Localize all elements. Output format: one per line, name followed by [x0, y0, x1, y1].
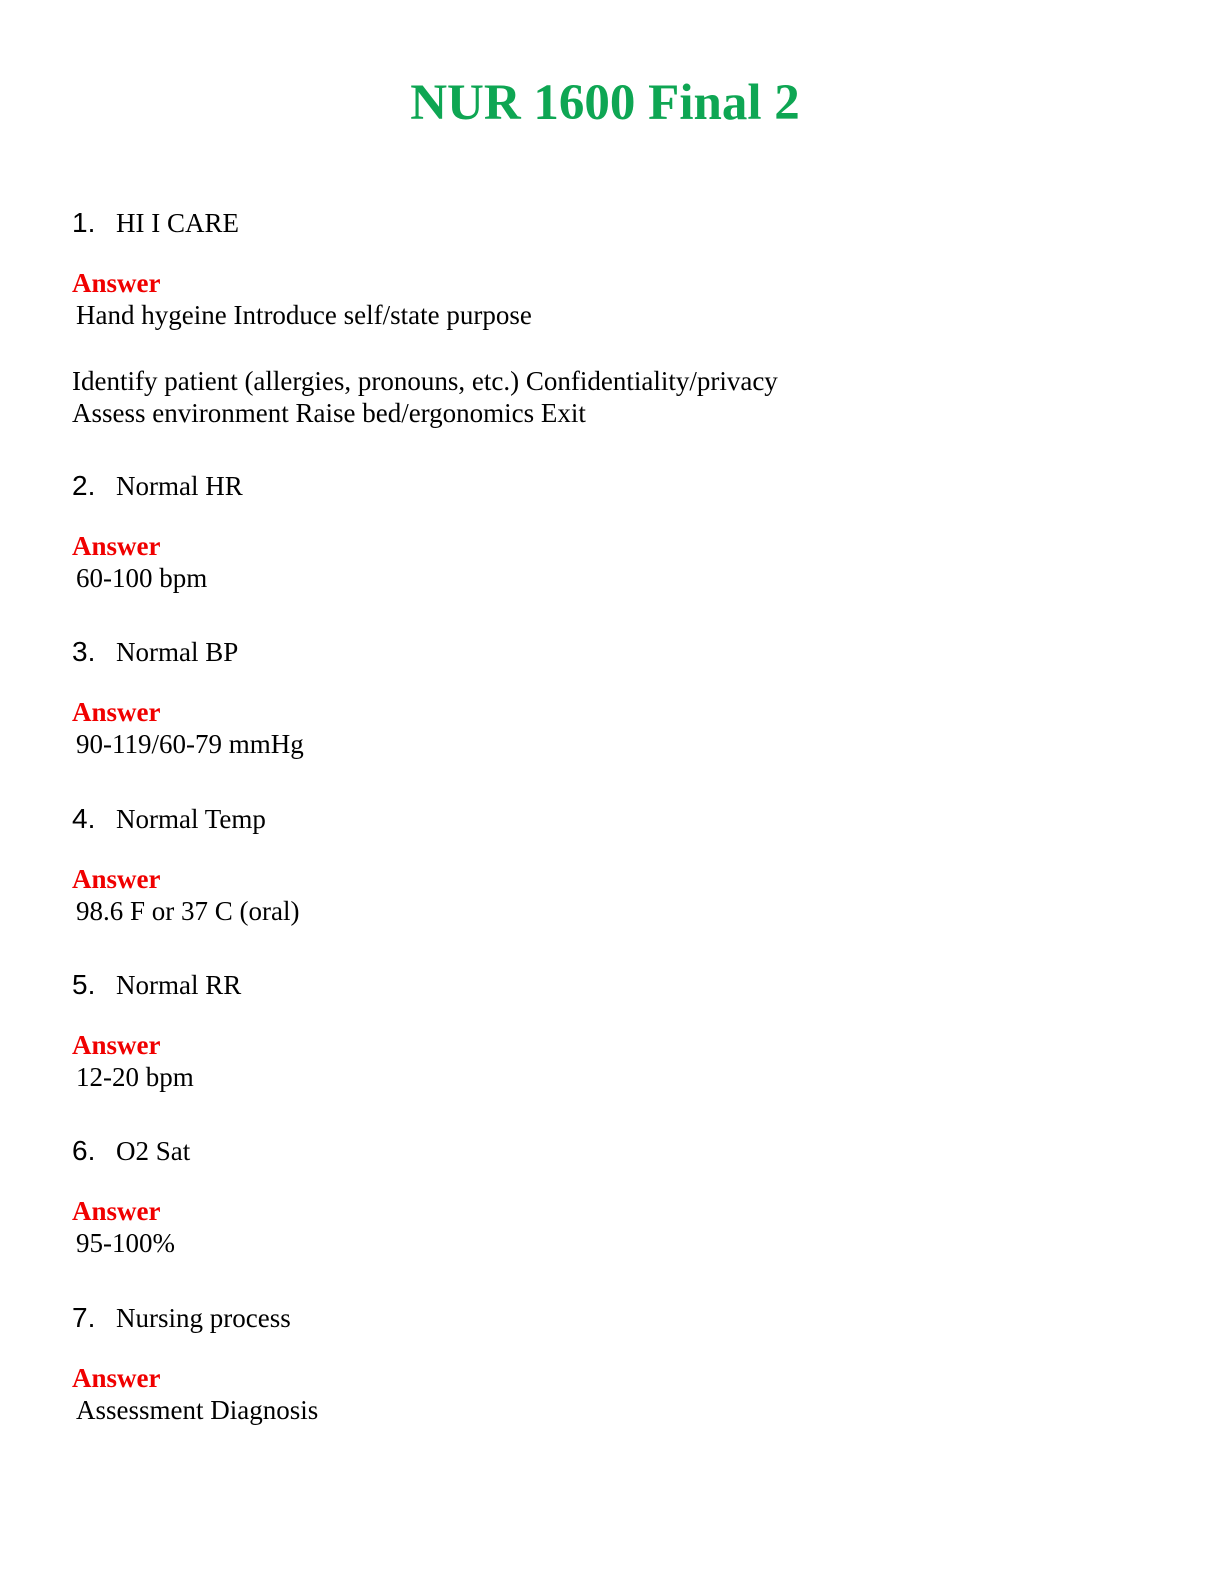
answer-label: Answer	[72, 531, 161, 561]
question-text: Normal BP	[116, 637, 239, 667]
question	[72, 466, 1152, 506]
question-number: 1.	[72, 207, 96, 238]
question	[72, 799, 1152, 839]
answer-label: Answer	[72, 1196, 161, 1226]
question-text: Nursing process	[116, 1303, 291, 1333]
answer-label: Answer	[72, 697, 161, 727]
document-title: NUR 1600 Final 2	[410, 75, 800, 131]
question-number: 2.	[72, 470, 96, 501]
question-number: 5.	[72, 969, 96, 1000]
question	[72, 1131, 1152, 1171]
question	[72, 1298, 1152, 1338]
question	[72, 203, 1152, 243]
qa-item-7	[72, 1298, 1152, 1426]
question-text: HI I CARE	[116, 208, 239, 238]
answer-label: Answer	[72, 864, 161, 894]
answer-label: Answer	[72, 1363, 161, 1393]
answer-text: 90-119/60-79 mmHg	[76, 729, 304, 759]
answer-text: 95-100%	[76, 1228, 175, 1258]
question-text: Normal RR	[116, 970, 242, 1000]
question-number: 7.	[72, 1302, 96, 1333]
answer-text: 98.6 F or 37 C (oral)	[76, 896, 300, 926]
answer-text: Hand hygeine Introduce self/state purpose	[76, 300, 532, 330]
answer-text: Assessment Diagnosis	[76, 1395, 319, 1425]
qa-item-1	[72, 203, 1152, 429]
question-text: Normal HR	[116, 471, 243, 501]
question-text: Normal Temp	[116, 804, 266, 834]
question-number: 6.	[72, 1135, 96, 1166]
question	[72, 965, 1152, 1005]
question-number: 3.	[72, 636, 96, 667]
qa-item-4	[72, 799, 1152, 927]
answer-text: 60-100 bpm	[76, 563, 208, 593]
qa-item-5	[72, 965, 1152, 1093]
answer-text: Identify patient (allergies, pronouns, etc.) Confidentiality/privacy	[72, 366, 778, 396]
question	[72, 632, 1152, 672]
question-number: 4.	[72, 803, 96, 834]
answer-label: Answer	[72, 1030, 161, 1060]
answer-label: Answer	[72, 268, 161, 298]
answer-text: 12-20 bpm	[76, 1062, 194, 1092]
qa-item-6	[72, 1131, 1152, 1259]
qa-item-3	[72, 632, 1152, 760]
qa-item-2	[72, 466, 1152, 594]
answer-text: Assess environment Raise bed/ergonomics Exit	[72, 398, 586, 428]
question-text: O2 Sat	[116, 1136, 191, 1166]
